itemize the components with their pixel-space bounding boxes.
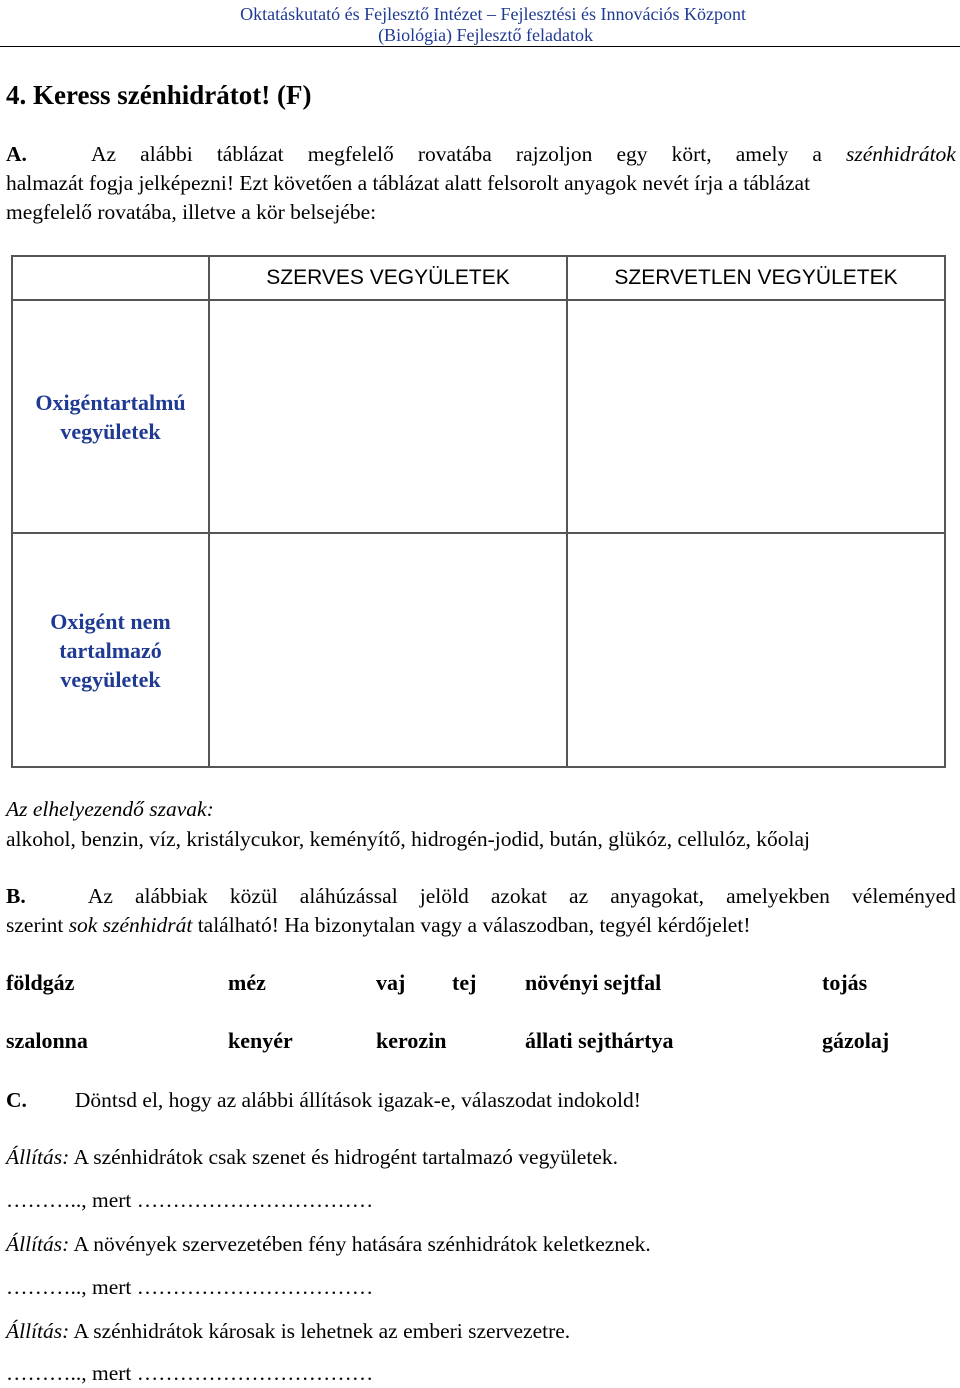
answer-line-2[interactable]: ……….., mert …………………………… <box>6 1275 374 1299</box>
substance-item[interactable]: állati sejthártya <box>525 1028 674 1053</box>
substance-item[interactable]: méz <box>228 970 266 995</box>
part-c-label: C. <box>6 1088 27 1112</box>
substance-item[interactable]: tej <box>452 970 477 995</box>
part-a-line-3: megfelelő rovatába, illetve a kör belsejébe: <box>6 200 377 224</box>
classification-table <box>11 255 946 768</box>
part-c-instruction: C. Döntsd el, hogy az alábbi állítások igazak-e, válaszodat indokold! <box>6 1088 641 1112</box>
row-header-oxygen-containing: Oxigéntartalmú vegyületek <box>12 300 209 533</box>
cell-organic-no-oxygen[interactable] <box>209 533 567 767</box>
claim-2: Állítás: A növények szervezetében fény hatására szénhidrátok keletkeznek. <box>6 1232 651 1256</box>
header-institute: Oktatáskutató és Fejlesztő Intézet – Fejlesztési és Innovációs Központ <box>240 4 746 24</box>
task-title: 4. Keress szénhidrátot! (F) <box>6 80 312 110</box>
part-b-label: B. <box>6 884 26 908</box>
substance-item[interactable]: kerozin <box>376 1028 447 1053</box>
substance-item[interactable]: tojás <box>822 970 868 995</box>
cell-inorganic-oxygen[interactable] <box>567 300 945 533</box>
substance-item[interactable]: földgáz <box>6 970 75 995</box>
part-b-line-1: B. Az alábbiak közül aláhúzással jelöld azokat az anyagokat, amelyekben véleményed <box>6 882 956 911</box>
part-a-line-1: A. Az alábbi táblázat megfelelő rovatába rajzoljon egy kört, amely a szénhidrátok <box>6 140 956 169</box>
cell-organic-oxygen[interactable] <box>209 300 567 533</box>
substance-item[interactable]: szalonna <box>6 1028 88 1053</box>
cell-inorganic-no-oxygen[interactable] <box>567 533 945 767</box>
table-corner-cell <box>12 256 209 300</box>
header-subtitle: (Biológia) Fejlesztő feladatok <box>378 25 593 45</box>
claim-3: Állítás: A szénhidrátok károsak is lehetnek az emberi szervezetre. <box>6 1319 571 1343</box>
part-b-line-2: szerint sok szénhidrát található! Ha bizonytalan vagy a válaszodban, tegyél kérdőjelet! <box>6 913 751 937</box>
substance-item[interactable]: vaj <box>376 970 406 995</box>
column-header-inorganic: SZERVETLEN VEGYÜLETEK <box>567 256 945 300</box>
substance-item[interactable]: gázolaj <box>822 1028 890 1053</box>
words-list: alkohol, benzin, víz, kristálycukor, keményítő, hidrogén-jodid, bután, glükóz, cellulóz, kőolaj <box>6 827 811 851</box>
part-a-label: A. <box>6 142 27 166</box>
claim-1: Állítás: A szénhidrátok csak szenet és hidrogént tartalmazó vegyületek. <box>6 1145 618 1169</box>
substance-item[interactable]: növényi sejtfal <box>525 970 662 995</box>
substance-item[interactable]: kenyér <box>228 1028 293 1053</box>
words-label: Az elhelyezendő szavak: <box>6 797 214 821</box>
column-header-organic: SZERVES VEGYÜLETEK <box>209 256 567 300</box>
answer-line-1[interactable]: ……….., mert …………………………… <box>6 1188 374 1212</box>
answer-line-3[interactable]: ……….., mert …………………………… <box>6 1361 374 1385</box>
part-a-line-2: halmazát fogja jelképezni! Ezt követően a táblázat alatt felsorolt anyagok nevét írja a táblázat <box>6 171 811 195</box>
row-header-oxygen-free: Oxigént nem tartalmazó vegyületek <box>12 533 209 767</box>
